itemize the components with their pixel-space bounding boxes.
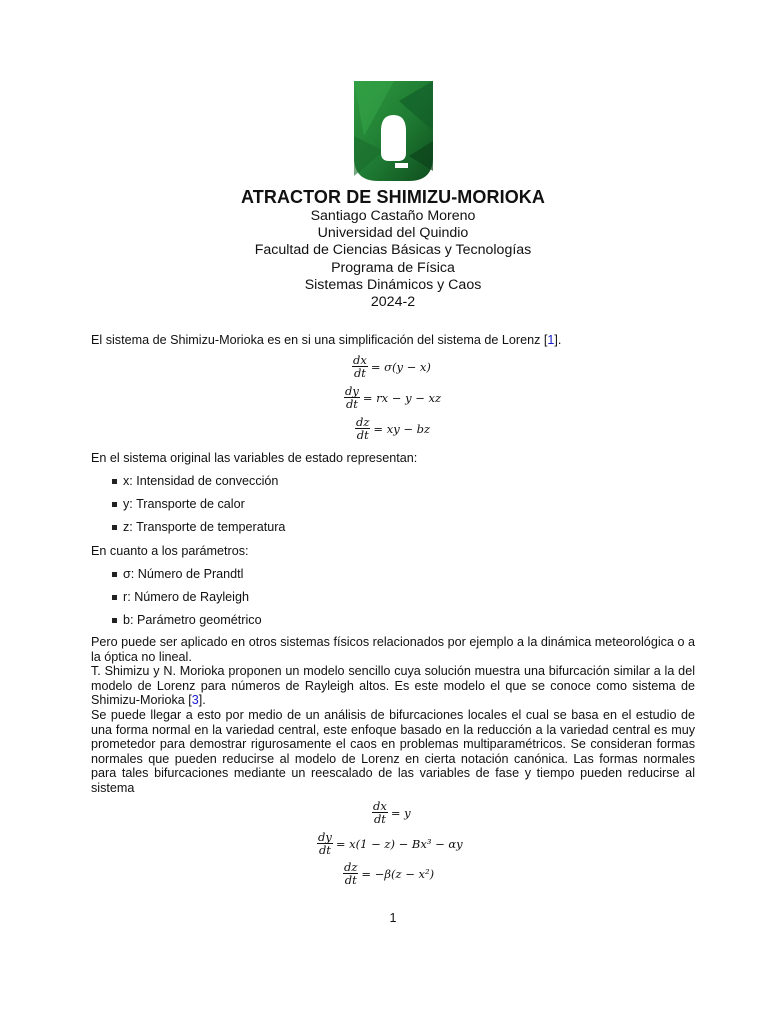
frac-den: dt	[353, 366, 366, 380]
list-item: z: Transporte de temperatura	[91, 520, 695, 543]
intro-paragraph	[91, 333, 695, 348]
list-item: y: Transporte de calor	[91, 497, 695, 520]
list-item: b: Parámetro geométrico	[91, 613, 695, 636]
intro-end: ].	[554, 333, 562, 347]
frac-num: dy	[318, 830, 332, 844]
list-item: x: Intensidad de convección	[91, 474, 695, 497]
term: 2024-2	[370, 294, 416, 311]
parameters-section	[91, 544, 695, 636]
course: Sistemas Dinámicos y Caos	[304, 276, 482, 293]
program: Programa de Física	[331, 259, 455, 276]
frac-num: dz	[356, 415, 370, 429]
university: Universidad del Quindio	[317, 225, 469, 242]
eq-rhs: = y	[390, 805, 411, 820]
eq-rhs: = −β(z − x²)	[361, 866, 435, 881]
frac-den: dt	[373, 812, 386, 826]
paragraph-3: Se puede llegar a esto por medio de un análisis de bifurcaciones locales el cual se basa en el estudio de una forma normal en la variedad central, este enfoque basado en la reducción a la variedad central es muy prometedor para demostrar rigurosamente el caos en problemas multiparamétricos. Se consideran formas normales que pueden reducirse al modelo de Lorenz en cierta notación canónica. Las formas normales para tales bifurcaciones mediante un reescalado de las variables de fase y tiempo pueden reducirse al sistema	[91, 707, 695, 795]
frac-num: dx	[353, 353, 367, 367]
intro-text: El sistema de Shimizu-Morioka es en si una simplificación del sistema de Lorenz [	[91, 333, 548, 347]
sm-eq-x	[372, 800, 411, 825]
paragraph-1: Pero puede ser aplicado en otros sistemas físicos relacionados por ejemplo a la dinámica meteorológica o a la óptica no lineal.	[91, 635, 695, 664]
frac-num: dy	[345, 384, 359, 398]
list-item: r: Número de Rayleigh	[91, 590, 695, 613]
state-vars-list	[91, 474, 695, 544]
author: Santiago Castaño Moreno	[310, 208, 476, 224]
paragraph-2-end: ].	[198, 693, 206, 708]
page-number: 1	[389, 911, 397, 925]
paragraph-2	[91, 664, 695, 708]
citation-link-3[interactable]: 3	[191, 693, 199, 708]
eq-rhs: = xy − bz	[373, 421, 431, 436]
parameters-list	[91, 567, 695, 637]
state-vars-section	[91, 451, 695, 543]
eq-rhs: = x(1 − z) − Bx³ − αy	[335, 836, 463, 851]
list-item: σ: Número de Prandtl	[91, 567, 695, 590]
sm-eq-z	[343, 861, 434, 886]
frac-den: dt	[356, 428, 369, 442]
lorenz-eq-z	[355, 416, 430, 441]
eq-rhs: = rx − y − xz	[362, 390, 442, 405]
frac-den: dt	[345, 397, 358, 411]
frac-den: dt	[318, 843, 331, 857]
title-block	[0, 186, 768, 311]
frac-num: dx	[373, 799, 387, 813]
sm-eq-y	[317, 831, 463, 856]
state-vars-intro: En el sistema original las variables de estado representan:	[91, 451, 418, 465]
eq-rhs: = σ(y − x)	[370, 359, 431, 374]
university-logo	[354, 81, 433, 181]
faculty: Facultad de Ciencias Básicas y Tecnologías	[254, 242, 532, 259]
parameters-intro: En cuanto a los parámetros:	[91, 544, 249, 558]
frac-den: dt	[344, 873, 357, 887]
paper-title: ATRACTOR DE SHIMIZU-MORIOKA	[240, 187, 545, 207]
citation-link-1[interactable]: 1	[547, 333, 555, 347]
lorenz-eq-x	[352, 354, 431, 379]
main-text	[91, 635, 695, 796]
lorenz-eq-y	[344, 385, 441, 410]
frac-num: dz	[344, 860, 358, 874]
paragraph-2-text: T. Shimizu y N. Morioka proponen un modelo sencillo cuya solución muestra una bifurcación similar a la del modelo de Lorenz para números de Rayleigh altos. Es este modelo el que se conoce como sistema de Shimizu-Morioka [	[91, 664, 695, 708]
